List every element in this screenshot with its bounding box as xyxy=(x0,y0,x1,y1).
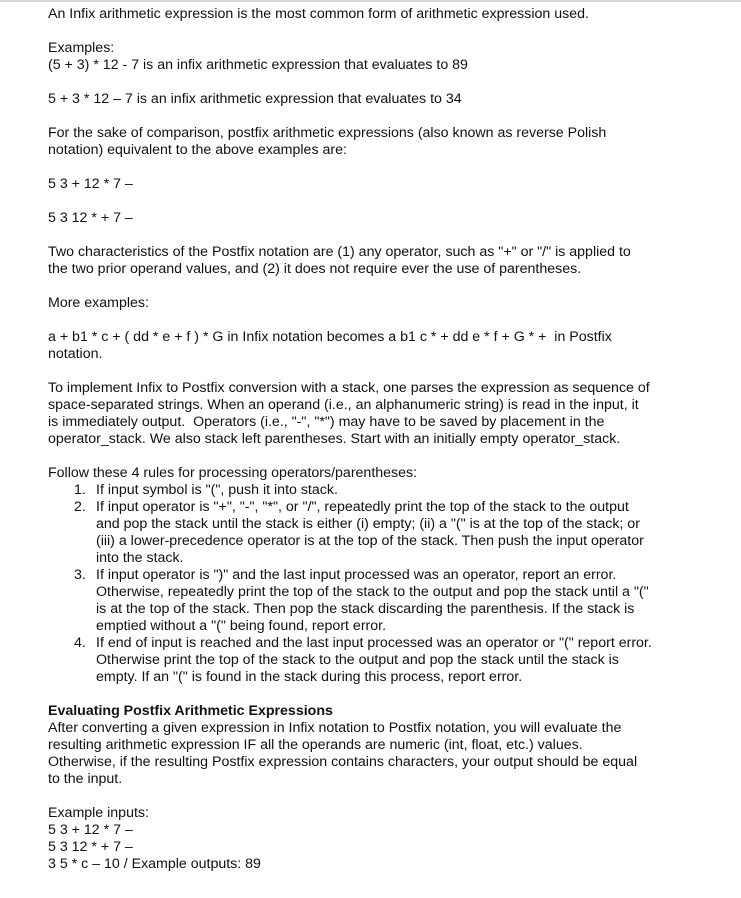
rules-intro: Follow these 4 rules for processing operators/parentheses: xyxy=(48,465,418,481)
evaluating-heading: Evaluating Postfix Arithmetic Expressions xyxy=(48,703,333,719)
rule-number: 2. xyxy=(74,499,86,515)
rule-number: 1. xyxy=(74,482,86,498)
evaluating-paragraph: After converting a given expression in Infix notation to Postfix notation, you will evaluate the resulting arithmetic expression IF all the operands are numeric (int, float, etc.) values. Otherwise, if the resulting Postfix expression contains characters, your output should be equal to the input. xyxy=(48,720,638,787)
comparison-paragraph: For the sake of comparison, postfix arithmetic expressions (also known as reverse Polish notation) equivalent to the above examples are: xyxy=(48,125,607,158)
example-inputs-label: Example inputs: xyxy=(48,805,149,821)
rule-number: 4. xyxy=(74,635,86,651)
rule-item-4: 4. If end of input is reached and the last input processed was an operator or "(" report error. Otherwise print the top of the stack to the output and pop the stack until the stack is empty. If an "(" is found in the stack during this process, report error. xyxy=(74,635,652,685)
rule-item-3: 3. If input operator is ")" and the last input processed was an operator, report an error. Otherwise, repeatedly print the top of the stack to the output and pop the stack until a "(" is at the top of the stack. Then pop the stack discarding the parenthesis. If the stack is emptied without a "(" being found, report error. xyxy=(74,567,649,634)
implementation-paragraph: To implement Infix to Postfix conversion with a stack, one parses the expression as sequence of space-separated strings. When an operand (i.e., an alphanumeric string) is read in the input, it is immediately output. Operators (i.e., "-", "*") may have to be saved by placement in the operator_stack. We also stack left parentheses. Start with an initially empty operator_stack. xyxy=(48,380,650,447)
infix-example-1: (5 + 3) * 12 - 7 is an infix arithmetic expression that evaluates to 89 xyxy=(48,57,468,73)
rule-item-1: 1. If input symbol is "(", push it into stack. xyxy=(74,482,338,498)
postfix-example-2: 5 3 12 * + 7 – xyxy=(48,210,133,226)
more-examples-label: More examples: xyxy=(48,295,149,311)
rule-item-2: 2. If input operator is "+", "-", "*", or "/", repeatedly print the top of the stack to the output and pop the stack until the stack is either (i) empty; (ii) a "(" is at the top of the stack; or (iii) a lower-precedence operator is at the top of the stack. Then push the input operator into the stack. xyxy=(74,499,644,566)
postfix-example-1: 5 3 + 12 * 7 – xyxy=(48,176,133,192)
more-example-paragraph: a + b1 * c + ( dd * e + f ) * G in Infix notation becomes a b1 c * + dd e * f + G * + in Postfix notation. xyxy=(48,329,612,362)
example-inputs-list: 5 3 + 12 * 7 – 5 3 12 * + 7 – 3 5 * c – 10 / Example outputs: 89 xyxy=(48,822,261,872)
top-divider xyxy=(0,0,741,2)
rule-number: 3. xyxy=(74,567,86,583)
document-body xyxy=(48,6,728,873)
intro-paragraph: An Infix arithmetic expression is the most common form of arithmetic expression used. xyxy=(48,6,589,22)
rules-list xyxy=(48,482,728,686)
examples-label: Examples: xyxy=(48,40,115,56)
infix-example-2: 5 + 3 * 12 – 7 is an infix arithmetic expression that evaluates to 34 xyxy=(48,91,462,107)
characteristics-paragraph: Two characteristics of the Postfix notation are (1) any operator, such as "+" or "/" is applied to the two prior operand values, and (2) it does not require ever the use of parentheses. xyxy=(48,244,631,277)
